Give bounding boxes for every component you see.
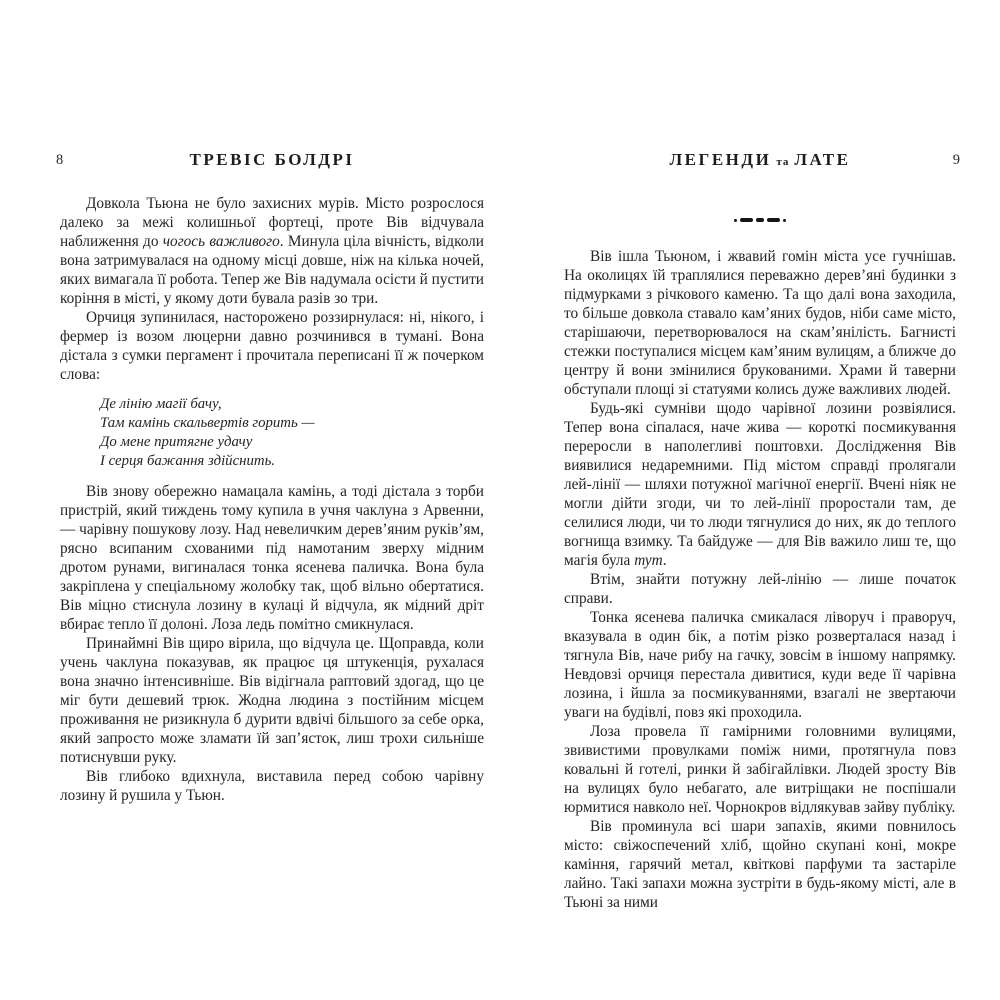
ornament-dot [783,219,786,222]
running-header-author: ТРЕВІС БОЛДРІ [189,150,355,169]
running-header-word: ЛАТЕ [794,150,851,169]
ornament-bar [767,218,780,222]
paragraph-text: Довкола Тьюна не було захисних мурів. Місто розрослося далеко за межі колишньої фортеці, проте Вів відчувала наближення до [60,195,484,250]
page-left-body [60,194,484,805]
paragraph-text: Будь-які сумніви щодо чарівної лозини розвіялися. Тепер вона сіпалася, наче жива — короткі посмикування переросли в наполегливі поштовхи. Дослідження Вів виявилися недаремними. Під містом справді пролягали лей-лінії — шляхи потужної магічної енергії. Вчені ніяк не могли дійти згоди, чи то лей-лінії проростали там, де селилися люди, чи то люди тягнулися до них, як до теплого вогнища взимку. Та байдуже — для Вів важило лиш те, що магія була [564,400,956,569]
paragraph-4: Тонка ясенева паличка смикалася ліворуч і праворуч, вказувала в один бік, а потім різко розверталася назад і тягнула Вів, наче рибу на гачку, зовсім в іншому напрямку. Невдовзі орчиця перестала дивитися, куди веде її чарівна лозина, і йшла за посмикуваннями, взагалі не звертаючи уваги на будівлі, повз які проходила. [564,609,956,721]
running-header-word: ЛЕГЕНДИ [669,150,772,169]
paragraph-1: Вів ішла Тьюном, і жвавий гомін міста усе гучнішав. На околицях їй траплялися переважно дерев’яні будинки з підмурками з річкового каменю. Та що далі вона заходила, то більше довкола ставало кам’яних будов, ніби саме місто, старішаючи, перетворювалося на скам’янілість. Багнисті стежки поступалися місцем кам’яним вулицям, а ближче до центру й вони змінилися брукованими. Храми й таверни обступали площі зі статуями колись дуже важливих людей. [564,248,956,398]
paragraph-3: Втім, знайти потужну лей-лінію — лише початок справи. [564,571,956,607]
scene-break-ornament-icon [728,216,792,224]
paragraph-5: Вів глибоко вдихнула, виставила перед собою чарівну лозину й рушила у Тьюн. [60,768,484,804]
paragraph-italic-text: чогось важливого [162,233,280,250]
ornament-bar [740,218,753,222]
page-right-header [564,150,960,170]
running-header-conjunction: та [776,156,790,168]
paragraph-6: Вів проминула всі шари запахів, якими повнилось місто: свіжоспечений хліб, щойно скупані коні, мокре каміння, гарячий метал, квіткові парфуми та застаріле лайно. Такі запахи можна зустріти в будь-якому місті, але в Тьюні за ними [564,818,956,911]
verse-line: І серця бажання здійснить. [100,453,276,469]
ornament-dot [734,219,737,222]
paragraph-2: Орчиця зупинилася, насторожено роззирнулася: ні, нікого, і фермер із возом люцерни давно розчинився в тумані. Вона дістала з сумки пергамент і прочитала переписані її ж почерком слова: [60,309,484,383]
paragraph-2 [564,399,956,570]
page-left [56,150,484,805]
paragraph-italic-text: тут [634,552,663,569]
verse-line: До мене притягне удачу [100,434,253,450]
paragraph-5: Лоза провела її гамірними головними вулицями, звивистими провулками поміж ними, протягнула повз ковальні й готелі, ринки й забігайлівки. Людей зросту Вів на вулицях було небагато, але витріщаки не поспішали юрмитися навколо неї. Чорнокров відлякував зайву публіку. [564,723,956,816]
paragraph-4: Принаймні Вів щиро вірила, що відчула це. Щоправда, коли учень чаклуна показував, як працює ця штукенція, рухалася вона значно інтенсивніше. Вів відігнала раптовий здогад, що це міг бути дешевий трюк. Жодна людина з постійним місцем проживання не ризикнула б дурити вдвічі більшого за себе орка, який запросто може зламати їй зап’ясток, лиш трохи сильніше потиснувши руку. [60,635,484,766]
paragraph-3: Вів знову обережно намацала камінь, а тоді дістала з торби пристрій, який тиждень тому купила в учня чаклуна з Арвенни, — чарівну пошукову лозу. Над невеличким дерев’яним руків’ям, рясно всипаним схованими під намотаним зверху мідним дротом рунами, вигиналася тонка ясенева паличка. Вона була закріплена у спеціальному жолобку так, щоб вільно обертатися. Вів міцно стиснула лозину в кулаці й відчула, як мідний дріт вбирає тепло її долоні. Лоза ледь помітно смикнулася. [60,483,484,633]
paragraph-text: . [662,552,667,569]
page-right-body [564,247,956,912]
paragraph-text: . Минула ціла вічність, відколи вона затримувалася на одному місці довше, ніж на кілька ночей, яких вимагала її робота. Тепер же Вів надумала осісти й пустити коріння в місті, у якому доти бувала разів зо три. [60,233,484,307]
paragraph-1 [60,194,484,308]
verse-line: Де лінію магії бачу, [100,396,222,412]
page-number-left: 8 [56,152,64,168]
verse-line: Там камінь скальвертів горить — [100,415,315,431]
page-right [564,150,960,912]
ornament-bar [756,218,764,222]
running-header-title [670,150,851,169]
page-number-right: 9 [952,152,960,168]
verse-block [100,395,484,471]
page-left-header [56,150,484,170]
